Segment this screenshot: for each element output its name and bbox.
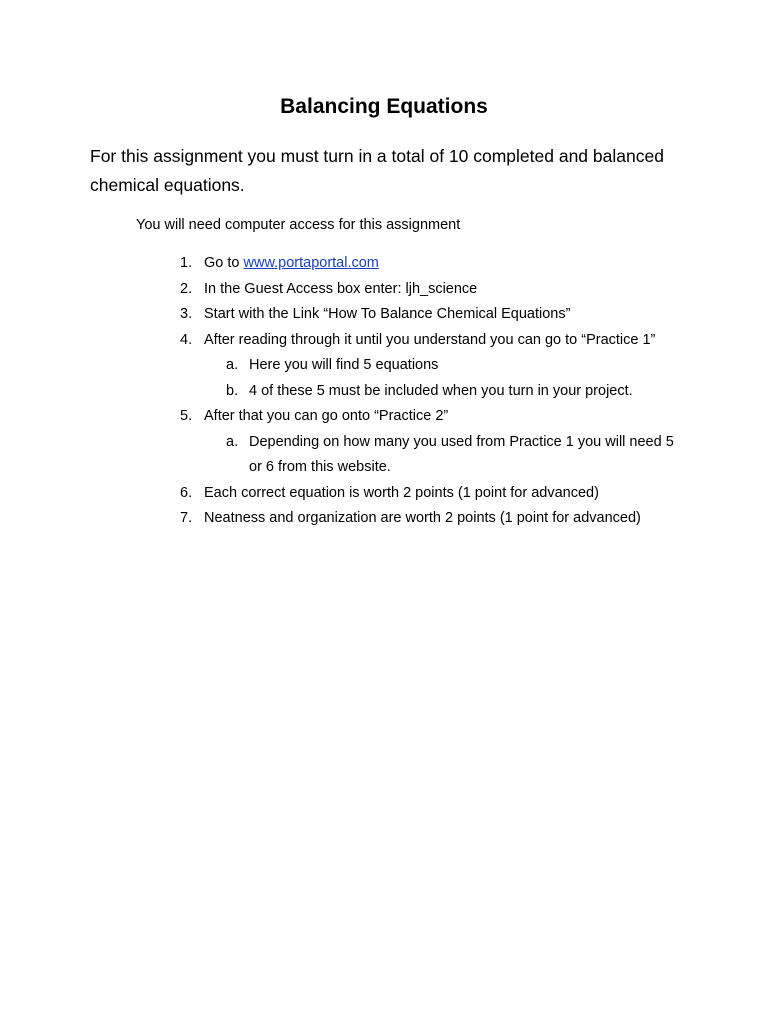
list-item-number: 3. bbox=[180, 306, 193, 322]
sub-list-item bbox=[0, 353, 768, 379]
sub-list-item-letter: a. bbox=[226, 433, 239, 450]
sub-list-item-text: 4 of these 5 must be included when you turn in your project. bbox=[249, 382, 633, 399]
sub-list-item-letter: b. bbox=[226, 382, 239, 399]
intro-paragraph: For this assignment you must turn in a total of 10 completed and balanced chemical equations. bbox=[90, 146, 664, 195]
list-item bbox=[0, 328, 768, 354]
list-item-text: After that you can go onto “Practice 2” bbox=[204, 408, 449, 424]
list-item-number: 1. bbox=[180, 255, 193, 271]
list-item-text: After reading through it until you understand you can go to “Practice 1” bbox=[204, 331, 656, 348]
instructions-list bbox=[0, 251, 768, 532]
page-title: Balancing Equations bbox=[280, 95, 488, 118]
list-item bbox=[0, 404, 768, 430]
sub-list-item-text: Here you will find 5 equations bbox=[249, 357, 439, 373]
sub-list-item-text: Depending on how many you used from Practice 1 you will need 5 or 6 from this website. bbox=[249, 433, 674, 475]
sub-list-item bbox=[0, 430, 768, 481]
list-item-text bbox=[204, 251, 684, 277]
list-item-text: Start with the Link “How To Balance Chemical Equations” bbox=[204, 306, 571, 322]
computer-access-note: You will need computer access for this assignment bbox=[136, 217, 461, 233]
sub-list-item bbox=[0, 379, 768, 405]
portaportal-link[interactable]: www.portaportal.com bbox=[243, 255, 379, 271]
list-item-number: 2. bbox=[180, 280, 193, 297]
list-item bbox=[0, 302, 768, 328]
list-item-number: 6. bbox=[180, 484, 193, 501]
list-item-number: 5. bbox=[180, 408, 193, 424]
list-item-text: Each correct equation is worth 2 points (1 point for advanced) bbox=[204, 484, 599, 501]
list-item bbox=[0, 506, 768, 532]
list-item-text: In the Guest Access box enter: ljh_science bbox=[204, 280, 478, 297]
list-item bbox=[0, 251, 768, 277]
sub-list-item-letter: a. bbox=[226, 357, 239, 373]
list-item-number: 7. bbox=[180, 510, 193, 526]
list-item bbox=[0, 277, 768, 303]
list-item-prefix: Go to bbox=[204, 255, 244, 271]
list-item bbox=[0, 481, 768, 507]
list-item-text: Neatness and organization are worth 2 points (1 point for advanced) bbox=[204, 510, 641, 526]
list-item-number: 4. bbox=[180, 331, 193, 348]
